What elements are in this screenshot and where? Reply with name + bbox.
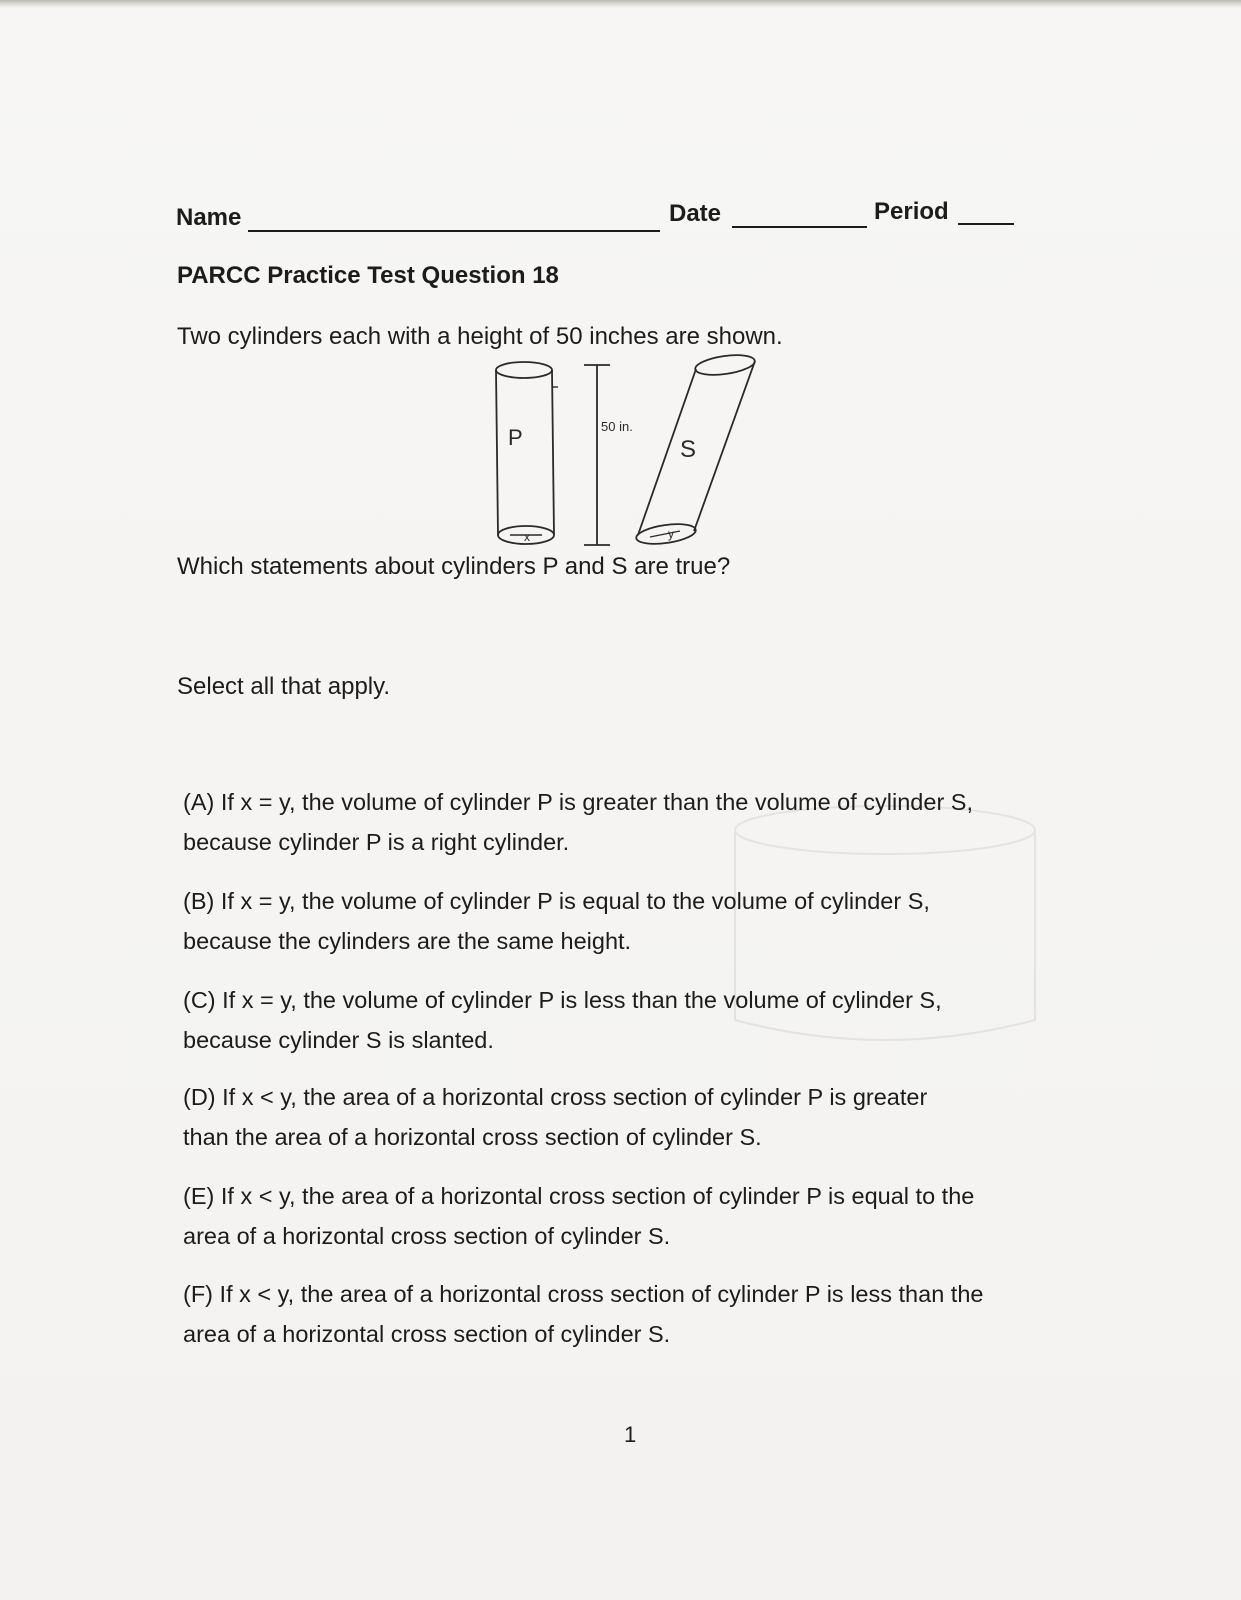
cylinders-figure xyxy=(480,345,800,575)
cylinder-p xyxy=(496,362,558,544)
question-intro: Two cylinders each with a height of 50 inches are shown. xyxy=(177,323,783,350)
height-label: 50 in. xyxy=(601,419,633,434)
option-b-line1: (B) If x = y, the volume of cylinder P is equal to the volume of cylinder S, xyxy=(183,888,930,914)
cylinder-s-label: S xyxy=(680,436,697,463)
option-e-line2: area of a horizontal cross section of cylinder S. xyxy=(183,1223,671,1249)
date-label: Date xyxy=(669,200,722,227)
radius-x-label: x xyxy=(524,530,530,544)
height-indicator xyxy=(584,365,610,545)
option-c[interactable] xyxy=(183,980,1063,1060)
option-f-line2: area of a horizontal cross section of cylinder S. xyxy=(183,1321,671,1347)
option-d-line2: than the area of a horizontal cross section of cylinder S. xyxy=(183,1124,762,1150)
option-c-line2: because cylinder S is slanted. xyxy=(183,1027,494,1053)
option-e[interactable] xyxy=(183,1176,1063,1256)
option-c-line1: (C) If x = y, the volume of cylinder P is less than the volume of cylinder S, xyxy=(183,987,942,1013)
header-row xyxy=(176,196,1036,236)
scan-edge-shadow xyxy=(0,0,1241,8)
option-e-line1: (E) If x < y, the area of a horizontal cross section of cylinder P is equal to the xyxy=(183,1183,975,1209)
option-a-line2: because cylinder P is a right cylinder. xyxy=(183,829,570,855)
question-prompt: Which statements about cylinders P and S are true? xyxy=(177,553,731,580)
option-a-line1: (A) If x = y, the volume of cylinder P is greater than the volume of cylinder S, xyxy=(183,789,974,815)
period-field[interactable] xyxy=(958,223,1014,225)
date-field[interactable] xyxy=(732,226,867,228)
option-a[interactable] xyxy=(183,782,1063,862)
question-instruction: Select all that apply. xyxy=(177,673,391,700)
radius-y-label: y xyxy=(668,527,674,541)
name-field[interactable] xyxy=(248,230,660,232)
option-d-line1: (D) If x < y, the area of a horizontal cross section of cylinder P is greater xyxy=(183,1084,928,1110)
question-title: PARCC Practice Test Question 18 xyxy=(177,262,559,289)
option-d[interactable] xyxy=(183,1077,1063,1157)
option-f-line1: (F) If x < y, the area of a horizontal cross section of cylinder P is less than the xyxy=(183,1281,984,1307)
option-f[interactable] xyxy=(183,1274,1063,1354)
option-b-line2: because the cylinders are the same height. xyxy=(183,928,632,954)
option-b[interactable] xyxy=(183,881,1063,961)
cylinder-p-label: P xyxy=(508,425,523,450)
name-label: Name xyxy=(176,204,242,231)
page-number: 1 xyxy=(624,1422,637,1447)
period-label: Period xyxy=(874,198,949,225)
